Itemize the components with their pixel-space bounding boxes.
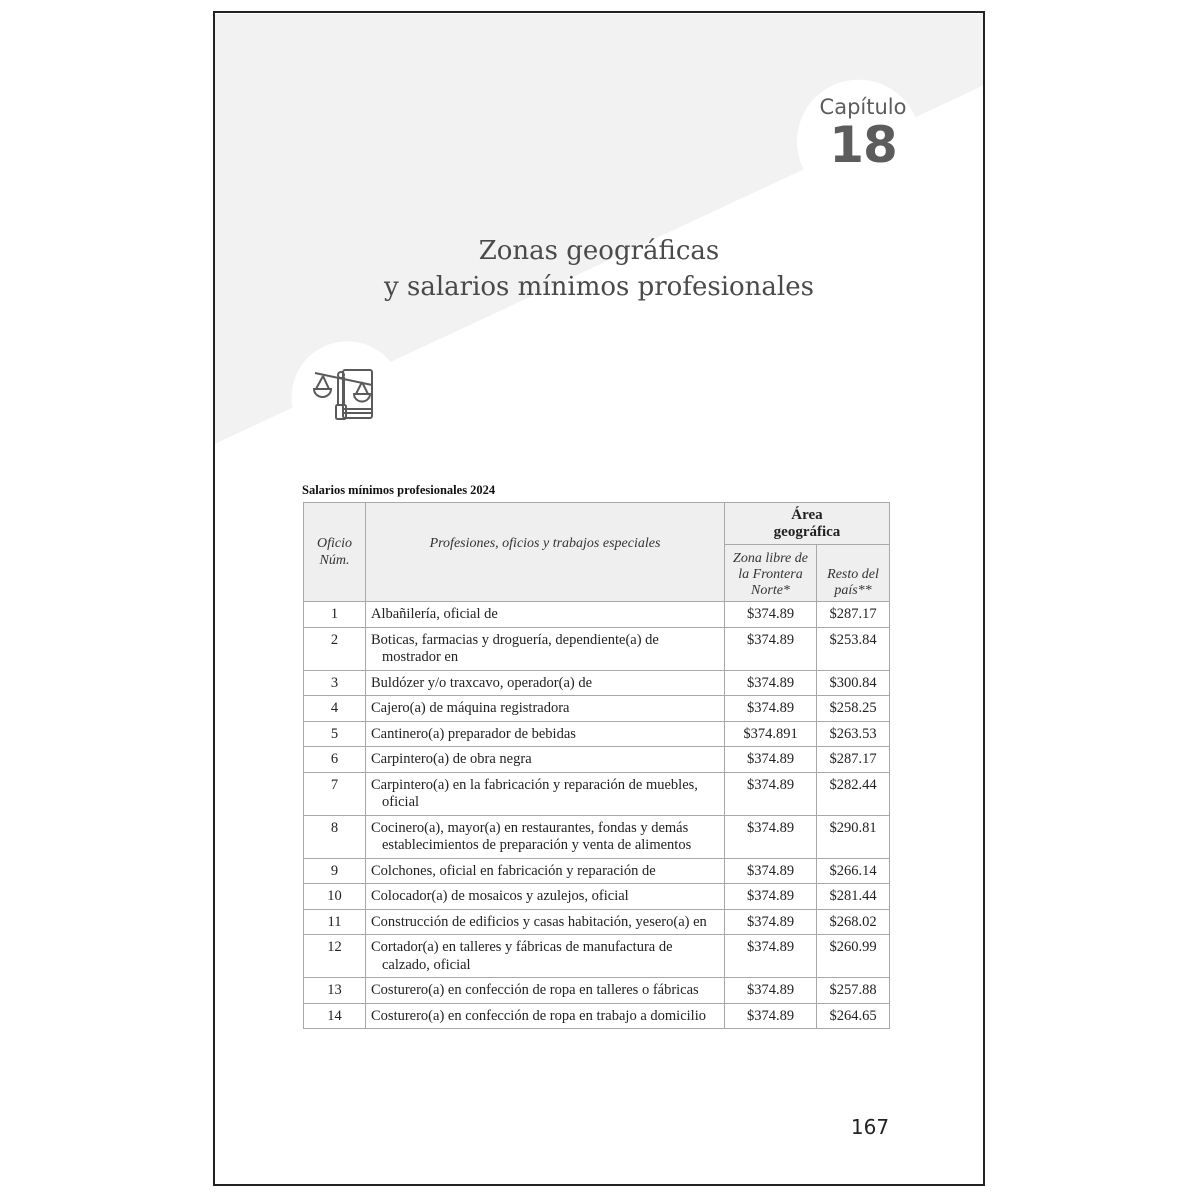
row-salary-zona-frontera: $374.89 [725, 627, 817, 670]
row-salary-resto-pais: $263.53 [817, 721, 890, 747]
table-row [304, 978, 890, 1004]
row-salary-resto-pais: $281.44 [817, 884, 890, 910]
chapter-title [215, 233, 983, 305]
table-caption: Salarios mínimos profesionales 2024 [302, 483, 496, 497]
row-description: Costurero(a) en confección de ropa en trabajo a domicilio [366, 1003, 725, 1029]
row-number: 13 [304, 978, 366, 1004]
row-salary-zona-frontera: $374.891 [725, 721, 817, 747]
row-salary-resto-pais: $260.99 [817, 935, 890, 978]
header-oficio-num: Oficio Núm. [304, 503, 366, 602]
row-description: Buldózer y/o traxcavo, operador(a) de [366, 670, 725, 696]
table-row [304, 721, 890, 747]
row-description: Carpintero(a) en la fabricación y reparación de muebles, oficial [366, 772, 725, 815]
chapter-label: Capítulo [819, 95, 907, 119]
table-row [304, 602, 890, 628]
row-salary-resto-pais: $287.17 [817, 747, 890, 773]
table-row [304, 772, 890, 815]
chapter-badge [803, 95, 923, 174]
row-description: Costurero(a) en confección de ropa en talleres o fábricas [366, 978, 725, 1004]
page-number: 167 [850, 1115, 890, 1139]
header-description: Profesiones, oficios y trabajos especiales [366, 503, 725, 602]
row-salary-resto-pais: $266.14 [817, 858, 890, 884]
table-row [304, 747, 890, 773]
row-number: 12 [304, 935, 366, 978]
row-salary-zona-frontera: $374.89 [725, 909, 817, 935]
book-page [213, 11, 985, 1186]
row-salary-zona-frontera: $374.89 [725, 884, 817, 910]
row-number: 14 [304, 1003, 366, 1029]
row-salary-resto-pais: $257.88 [817, 978, 890, 1004]
row-number: 2 [304, 627, 366, 670]
table-row [304, 1003, 890, 1029]
salary-table-body [304, 602, 890, 1029]
row-number: 7 [304, 772, 366, 815]
table-row [304, 627, 890, 670]
table-row [304, 696, 890, 722]
row-salary-zona-frontera: $374.89 [725, 815, 817, 858]
row-salary-zona-frontera: $374.89 [725, 747, 817, 773]
chapter-number: 18 [829, 116, 897, 174]
row-salary-zona-frontera: $374.89 [725, 696, 817, 722]
row-salary-resto-pais: $268.02 [817, 909, 890, 935]
row-salary-resto-pais: $290.81 [817, 815, 890, 858]
title-line-2: y salarios mínimos profesionales [384, 272, 814, 302]
row-description: Boticas, farmacias y droguería, dependiente(a) de mostrador en [366, 627, 725, 670]
header-resto-pais: Resto del país** [817, 545, 890, 602]
row-description: Cajero(a) de máquina registradora [366, 696, 725, 722]
row-salary-resto-pais: $282.44 [817, 772, 890, 815]
law-scales-book-icon [310, 365, 380, 425]
row-number: 1 [304, 602, 366, 628]
row-number: 10 [304, 884, 366, 910]
row-description: Construcción de edificios y casas habitación, yesero(a) en [366, 909, 725, 935]
row-salary-zona-frontera: $374.89 [725, 935, 817, 978]
row-salary-resto-pais: $287.17 [817, 602, 890, 628]
table-row [304, 858, 890, 884]
row-salary-zona-frontera: $374.89 [725, 978, 817, 1004]
table-row [304, 935, 890, 978]
table-row [304, 670, 890, 696]
table-row [304, 909, 890, 935]
row-number: 3 [304, 670, 366, 696]
header-zona-frontera: Zona libre de la Frontera Norte* [725, 545, 817, 602]
row-number: 5 [304, 721, 366, 747]
row-salary-zona-frontera: $374.89 [725, 602, 817, 628]
row-description: Cortador(a) en talleres y fábricas de manufactura de calzado, oficial [366, 935, 725, 978]
row-description: Colchones, oficial en fabricación y reparación de [366, 858, 725, 884]
row-salary-zona-frontera: $374.89 [725, 772, 817, 815]
row-salary-resto-pais: $258.25 [817, 696, 890, 722]
row-salary-resto-pais: $264.65 [817, 1003, 890, 1029]
row-description: Cocinero(a), mayor(a) en restaurantes, fondas y demás establecimientos de preparación y venta de alimentos [366, 815, 725, 858]
row-number: 8 [304, 815, 366, 858]
salary-table [303, 502, 890, 1029]
table-row [304, 884, 890, 910]
title-line-1: Zonas geográficas [478, 236, 720, 266]
row-description: Cantinero(a) preparador de bebidas [366, 721, 725, 747]
row-salary-resto-pais: $253.84 [817, 627, 890, 670]
row-number: 6 [304, 747, 366, 773]
row-description: Colocador(a) de mosaicos y azulejos, oficial [366, 884, 725, 910]
table-row [304, 815, 890, 858]
header-area-geografica: Área geográfica [725, 503, 890, 545]
row-number: 9 [304, 858, 366, 884]
row-description: Carpintero(a) de obra negra [366, 747, 725, 773]
row-number: 4 [304, 696, 366, 722]
row-description: Albañilería, oficial de [366, 602, 725, 628]
row-salary-zona-frontera: $374.89 [725, 1003, 817, 1029]
row-salary-zona-frontera: $374.89 [725, 858, 817, 884]
row-salary-zona-frontera: $374.89 [725, 670, 817, 696]
row-number: 11 [304, 909, 366, 935]
row-salary-resto-pais: $300.84 [817, 670, 890, 696]
